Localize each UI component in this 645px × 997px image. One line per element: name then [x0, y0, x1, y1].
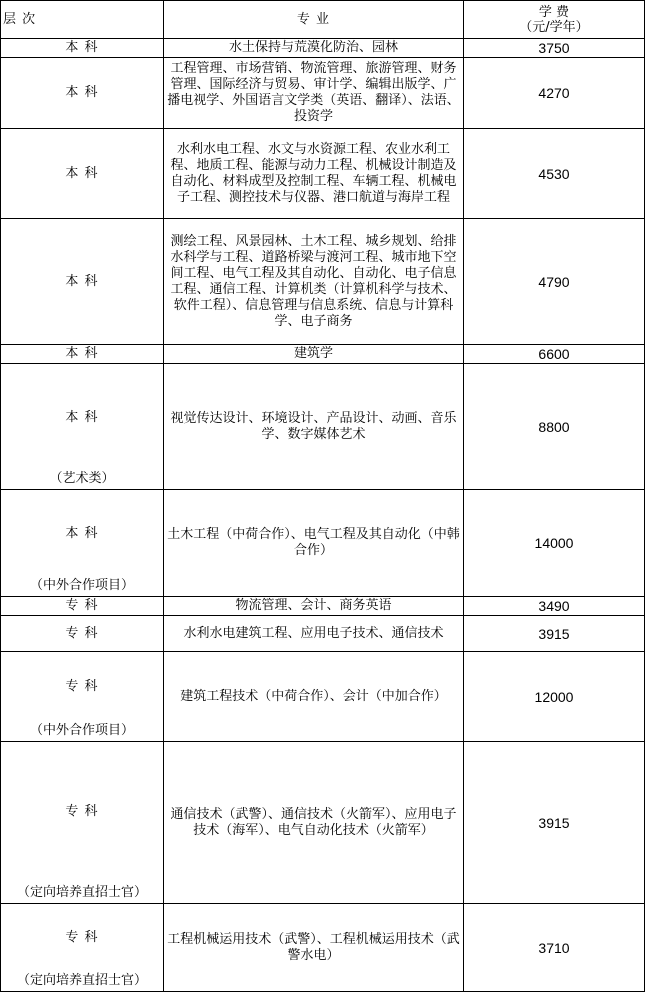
fee-cell: 3710: [464, 904, 645, 992]
level-note: （定向培养直招士官）: [16, 973, 147, 988]
header-major: 专 业: [164, 1, 464, 39]
level-cell: [1, 616, 164, 652]
level-cell: [1, 39, 164, 58]
fee-cell: 6600: [464, 345, 645, 364]
level-label: 本 科: [65, 165, 99, 181]
major-cell: 水利水电工程、水文与水资源工程、农业水利工程、地质工程、能源与动力工程、机械设计制造及自动化、材料成型及控制工程、车辆工程、机械电子工程、测控技术与仪器、港口航道与海岸工程: [164, 129, 464, 219]
table-row: [1, 58, 645, 129]
table-row: [1, 742, 645, 904]
major-cell: 通信技术（武警）、通信技术（火箭军）、应用电子技术（海军）、电气自动化技术（火箭军）: [164, 742, 464, 904]
level-label: 本 科: [65, 410, 99, 425]
level-note: （定向培养直招士官）: [16, 885, 147, 900]
fee-cell: 3750: [464, 39, 645, 58]
level-label: 本 科: [65, 40, 99, 55]
fee-cell: 8800: [464, 364, 645, 490]
table-row: [1, 490, 645, 597]
level-cell: [1, 904, 164, 992]
header-level: 层 次: [1, 1, 164, 39]
fee-cell: 4530: [464, 129, 645, 219]
level-label: 专 科: [65, 625, 99, 641]
level-label: 本 科: [65, 526, 99, 541]
table-row: [1, 616, 645, 652]
level-label: 本 科: [65, 346, 99, 361]
level-note: （中外合作项目）: [29, 723, 134, 738]
fee-cell: 3490: [464, 597, 645, 616]
table-row: [1, 364, 645, 490]
table-row: [1, 345, 645, 364]
level-cell: [1, 597, 164, 616]
level-label: 本 科: [65, 273, 99, 289]
major-cell: 建筑学: [164, 345, 464, 364]
major-cell: 视觉传达设计、环境设计、产品设计、动画、音乐学、数字媒体艺术: [164, 364, 464, 490]
level-label: 专 科: [65, 930, 99, 945]
fee-cell: 3915: [464, 742, 645, 904]
major-cell: 土木工程（中荷合作）、电气工程及其自动化（中韩合作）: [164, 490, 464, 597]
major-cell: 测绘工程、风景园林、土木工程、城乡规划、给排水科学与工程、道路桥梁与渡河工程、城市地下空间工程、电气工程及其自动化、自动化、电子信息工程、通信工程、计算机类（计算机科学与技术、软件工程）、信息管理与信息系统、信息与计算科学、电子商务: [164, 219, 464, 345]
level-cell: [1, 490, 164, 597]
level-cell: [1, 345, 164, 364]
level-label: 专 科: [65, 804, 99, 819]
table-row: [1, 39, 645, 58]
major-cell: 物流管理、会计、商务英语: [164, 597, 464, 616]
fee-cell: 14000: [464, 490, 645, 597]
level-cell: [1, 364, 164, 490]
major-cell: 水土保持与荒漠化防治、园林: [164, 39, 464, 58]
table-row: [1, 652, 645, 742]
header-fee: [464, 1, 645, 39]
major-cell: 水利水电建筑工程、应用电子技术、通信技术: [164, 616, 464, 652]
level-label: 本 科: [65, 85, 99, 100]
header-fee-line1: 学 费: [538, 4, 570, 20]
header-fee-line2: （元/学年）: [519, 19, 589, 35]
level-label: 专 科: [65, 679, 99, 694]
table-row: [1, 904, 645, 992]
major-cell: 工程机械运用技术（武警）、工程机械运用技术（武警水电）: [164, 904, 464, 992]
level-cell: [1, 742, 164, 904]
level-note: （艺术类）: [49, 471, 115, 486]
level-cell: [1, 58, 164, 129]
level-note: （中外合作项目）: [29, 578, 134, 593]
table-row: [1, 129, 645, 219]
level-cell: [1, 129, 164, 219]
fee-cell: 3915: [464, 616, 645, 652]
fee-cell: 12000: [464, 652, 645, 742]
fee-cell: 4790: [464, 219, 645, 345]
table-row: [1, 219, 645, 345]
level-cell: [1, 219, 164, 345]
fee-cell: 4270: [464, 58, 645, 129]
level-label: 专 科: [65, 598, 99, 613]
table-row: [1, 597, 645, 616]
table-header-row: [1, 1, 645, 39]
level-cell: [1, 652, 164, 742]
major-cell: 建筑工程技术（中荷合作）、会计（中加合作）: [164, 652, 464, 742]
major-cell: 工程管理、市场营销、物流管理、旅游管理、财务管理、国际经济与贸易、审计学、编辑出版学、广播电视学、外国语言文学类（英语、翻译）、法语、投资学: [164, 58, 464, 129]
